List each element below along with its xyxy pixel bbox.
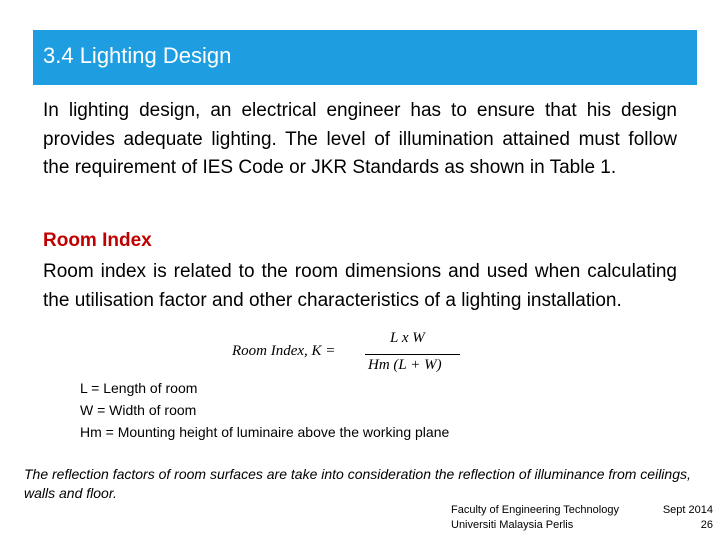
title-bar xyxy=(33,30,697,85)
formula-denominator: Hm (L + W) xyxy=(368,357,442,373)
formula-lhs: Room Index, K = xyxy=(232,343,336,359)
variable-definition: W = Width of room xyxy=(80,402,197,418)
page-number: 26 xyxy=(700,519,713,531)
footer-date: Sept 2014 xyxy=(662,504,713,516)
variable-definition: Hm = Mounting height of luminaire above the working plane xyxy=(80,424,450,440)
fraction-bar xyxy=(365,354,460,355)
formula-numerator: L x W xyxy=(390,330,425,346)
intro-paragraph: In lighting design, an electrical engineer has to ensure that his design provides adequate lighting. The level of illumination attained must follow the requirement of IES Code or JKR Standards as shown in Table 1. xyxy=(43,100,677,178)
variable-definitions xyxy=(80,377,449,443)
room-index-paragraph: Room index is related to the room dimensions and used when calculating the utilisation factor and other characteristics of a lighting installation. xyxy=(43,261,677,311)
footer-university: Universiti Malaysia Perlis xyxy=(451,519,574,531)
slide-title: 3.4 Lighting Design xyxy=(43,43,232,68)
section-heading: Room Index xyxy=(43,230,152,251)
variable-definition: L = Length of room xyxy=(80,380,198,396)
room-index-formula xyxy=(232,330,472,383)
reflection-note: The reflection factors of room surfaces are take into consideration the reflection of illuminance from ceilings, walls and floor. xyxy=(24,466,691,501)
footer-faculty: Faculty of Engineering Technology xyxy=(451,504,619,516)
footer xyxy=(451,503,713,533)
